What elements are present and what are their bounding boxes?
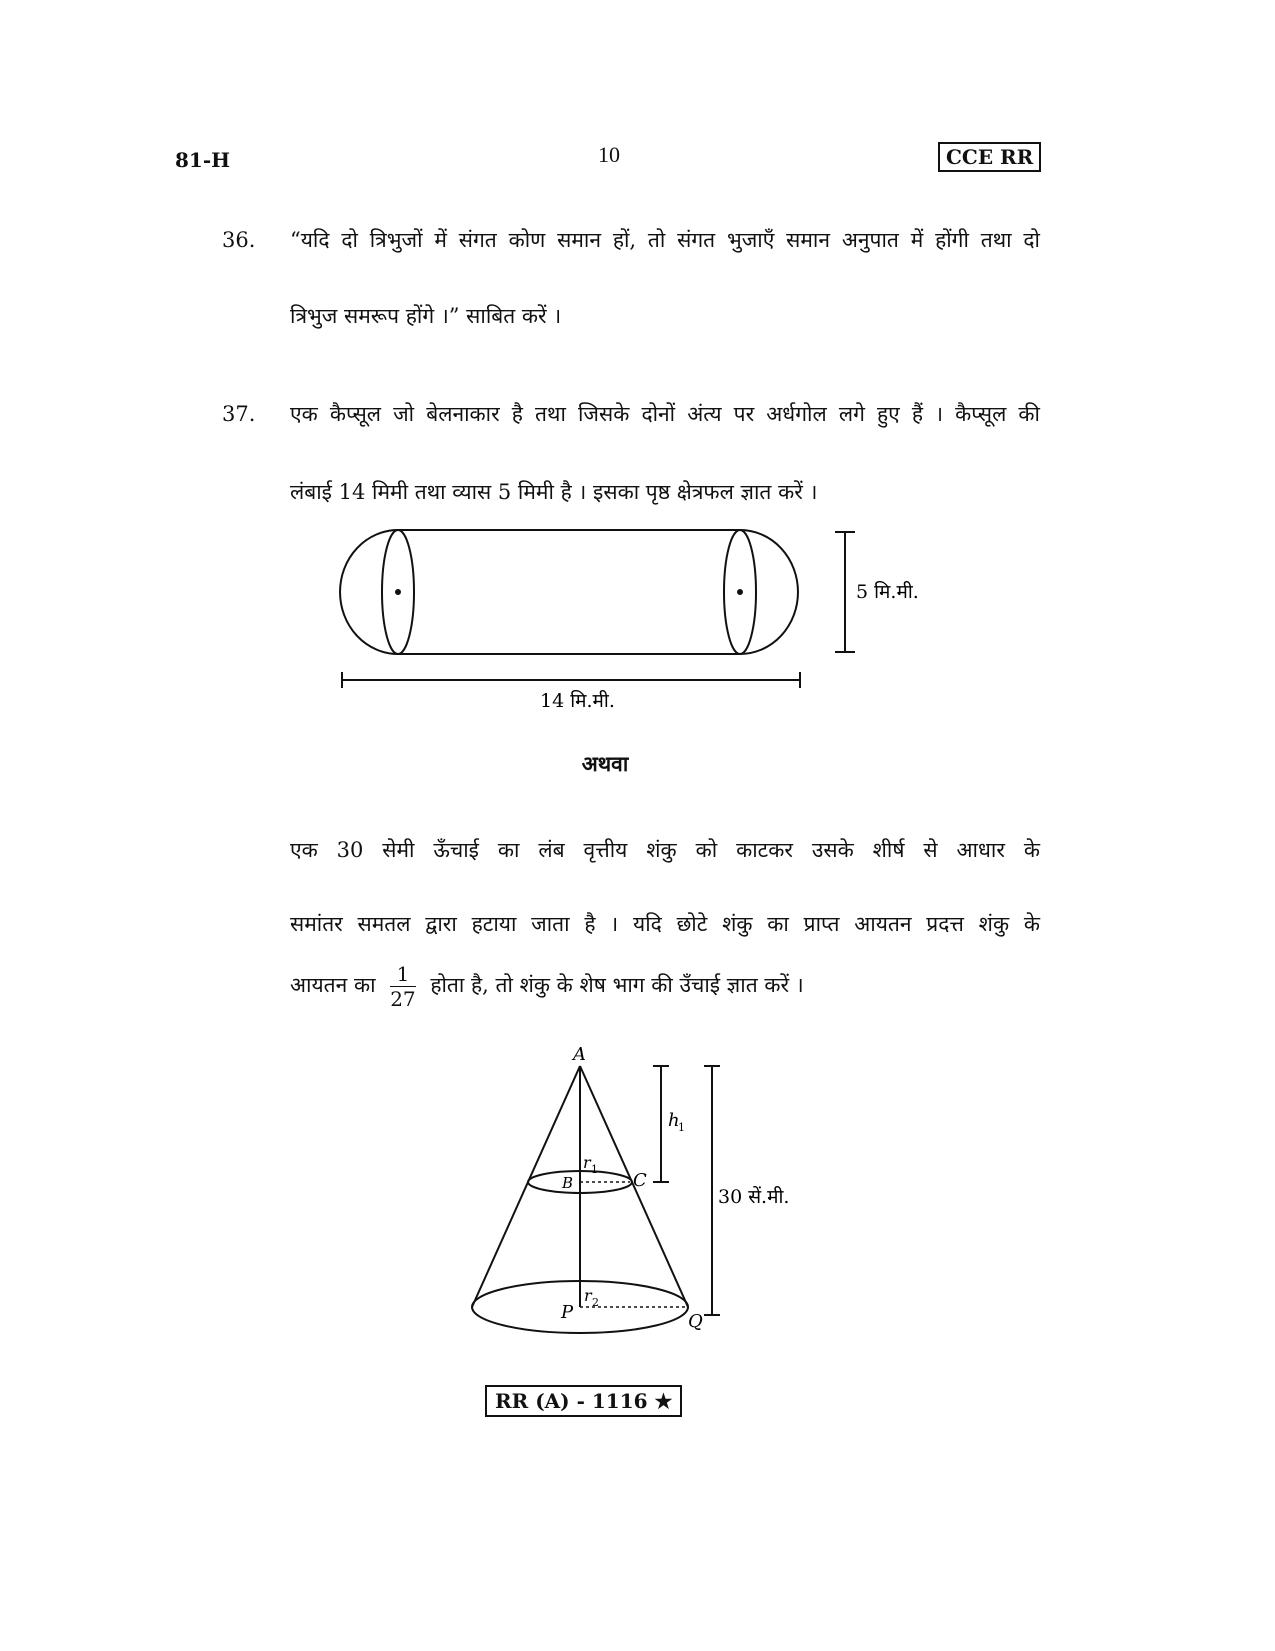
length-label: 14 मि.मी. [540, 690, 615, 712]
alt-question-line-3 [290, 962, 1040, 1011]
right-hemisphere [740, 530, 798, 654]
question-36-line-1: “यदि दो त्रिभुजों में संगत कोण समान हों, तो संगत भुजाएँ समान अनुपात में होंगी तथा दो [290, 228, 1040, 252]
label-r1-sub: 1 [591, 1163, 598, 1176]
label-A: A [573, 1044, 586, 1065]
star-icon: ★ [654, 1389, 673, 1413]
label-B: B [562, 1174, 574, 1192]
label-h1-sub: 1 [678, 1121, 685, 1134]
capsule-diagram [330, 520, 950, 720]
alt-question-line-1: एक 30 सेमी ऊँचाई का लंब वृत्तीय शंकु को काटकर उसके शीर्ष से आधार के [290, 838, 1040, 862]
label-r2: r [584, 1286, 592, 1305]
left-hemisphere [340, 530, 398, 654]
paper-code: 81-H [175, 148, 231, 172]
label-r1: r [583, 1153, 591, 1172]
footer-code-box [485, 1385, 682, 1417]
label-C: C [633, 1170, 647, 1191]
alt-line-3-prefix: आयतन का [290, 973, 376, 997]
question-36-line-2: त्रिभुज समरूप होंगे ।” साबित करें । [290, 304, 562, 328]
fraction-numerator: 1 [390, 962, 415, 987]
question-36-number: 36. [222, 228, 256, 252]
footer-code: RR (A) - 1116 [495, 1389, 648, 1413]
alt-line-3-suffix: होता है, तो शंकु के शेष भाग की उँचाई ज्ञात करें । [430, 973, 804, 997]
fraction [390, 962, 415, 1011]
question-37-number: 37. [222, 402, 256, 426]
page-number: 10 [598, 142, 620, 167]
label-P: P [561, 1302, 574, 1323]
cone-diagram [455, 1040, 835, 1350]
alt-question-line-2: समांतर समतल द्वारा हटाया जाता है । यदि छोटे शंकु का प्राप्त आयतन प्रदत्त शंकु के [290, 912, 1040, 936]
label-h1: h [668, 1110, 680, 1131]
question-37-line-2: लंबाई 14 मिमी तथा व्यास 5 मिमी है । इसका पृष्ठ क्षेत्रफल ज्ञात करें । [290, 480, 818, 504]
cone-height-label: 30 सें.मी. [718, 1186, 790, 1208]
exam-code-box: CCE RR [938, 142, 1041, 172]
label-r2-sub: 2 [592, 1296, 599, 1309]
fraction-denominator: 27 [390, 987, 416, 1011]
right-center-dot [737, 589, 743, 595]
diameter-label: 5 मि.मी. [856, 581, 919, 603]
question-37-line-1: एक कैप्सूल जो बेलनाकार है तथा जिसके दोनों अंत्य पर अर्धगोल लगे हुए हैं । कैप्सूल की [290, 402, 1040, 426]
label-Q: Q [688, 1311, 703, 1332]
left-center-dot [395, 589, 401, 595]
or-separator: अथवा [581, 751, 629, 776]
